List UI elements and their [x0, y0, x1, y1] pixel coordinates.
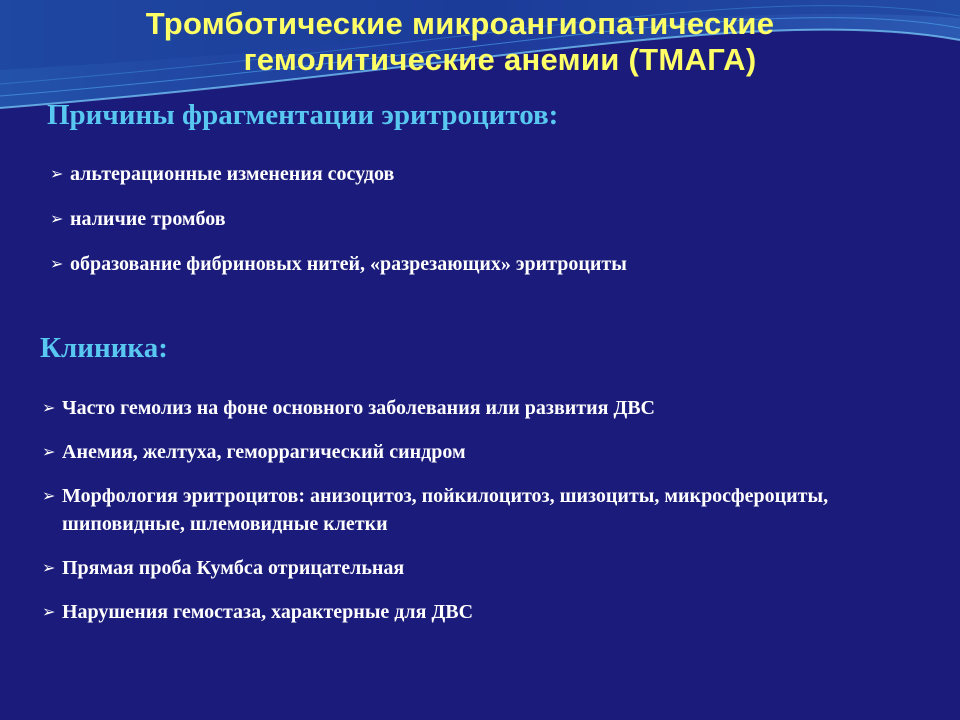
list-item — [42, 394, 922, 422]
list-item-text: Прямая проба Кумбса отрицательная — [62, 557, 405, 579]
arrow-bullet-icon: ➢ — [42, 602, 56, 621]
list-item-text: Морфология эритроцитов: анизоцитоз, пойкилоцитоз, шизоциты, микросфероциты, шиповидные, шлемовидные клетки — [62, 485, 829, 535]
arrow-bullet-icon: ➢ — [50, 209, 64, 228]
causes-list — [50, 160, 930, 295]
list-item-text: Часто гемолиз на фоне основного заболевания или развития ДВС — [62, 397, 655, 419]
list-item — [42, 598, 922, 626]
list-item — [42, 482, 922, 538]
arrow-bullet-icon: ➢ — [50, 164, 64, 183]
list-item-text: Нарушения гемостаза, характерные для ДВС — [62, 601, 474, 623]
slide-title — [0, 6, 960, 78]
arrow-bullet-icon: ➢ — [42, 558, 56, 577]
slide-title-line-2: гемолитические анемии (ТМАГА) — [243, 42, 757, 77]
list-item — [50, 250, 930, 278]
list-item-text: образование фибриновых нитей, «разрезающих» эритроциты — [70, 253, 627, 275]
clinic-list — [42, 394, 922, 642]
list-item — [50, 205, 930, 233]
list-item — [50, 160, 930, 188]
section-heading-clinic: Клиника: — [40, 332, 168, 364]
list-item-text: альтерационные изменения сосудов — [70, 163, 395, 185]
arrow-bullet-icon: ➢ — [50, 254, 64, 273]
section-heading-causes: Причины фрагментации эритроцитов: — [47, 99, 559, 131]
arrow-bullet-icon: ➢ — [42, 398, 56, 417]
slide-title-line-1: Тромботические микроангиопатические — [145, 6, 775, 41]
list-item-text: наличие тромбов — [70, 208, 226, 230]
list-item — [42, 438, 922, 466]
arrow-bullet-icon: ➢ — [42, 486, 56, 505]
list-item — [42, 554, 922, 582]
arrow-bullet-icon: ➢ — [42, 442, 56, 461]
list-item-text: Анемия, желтуха, геморрагический синдром — [62, 441, 466, 463]
